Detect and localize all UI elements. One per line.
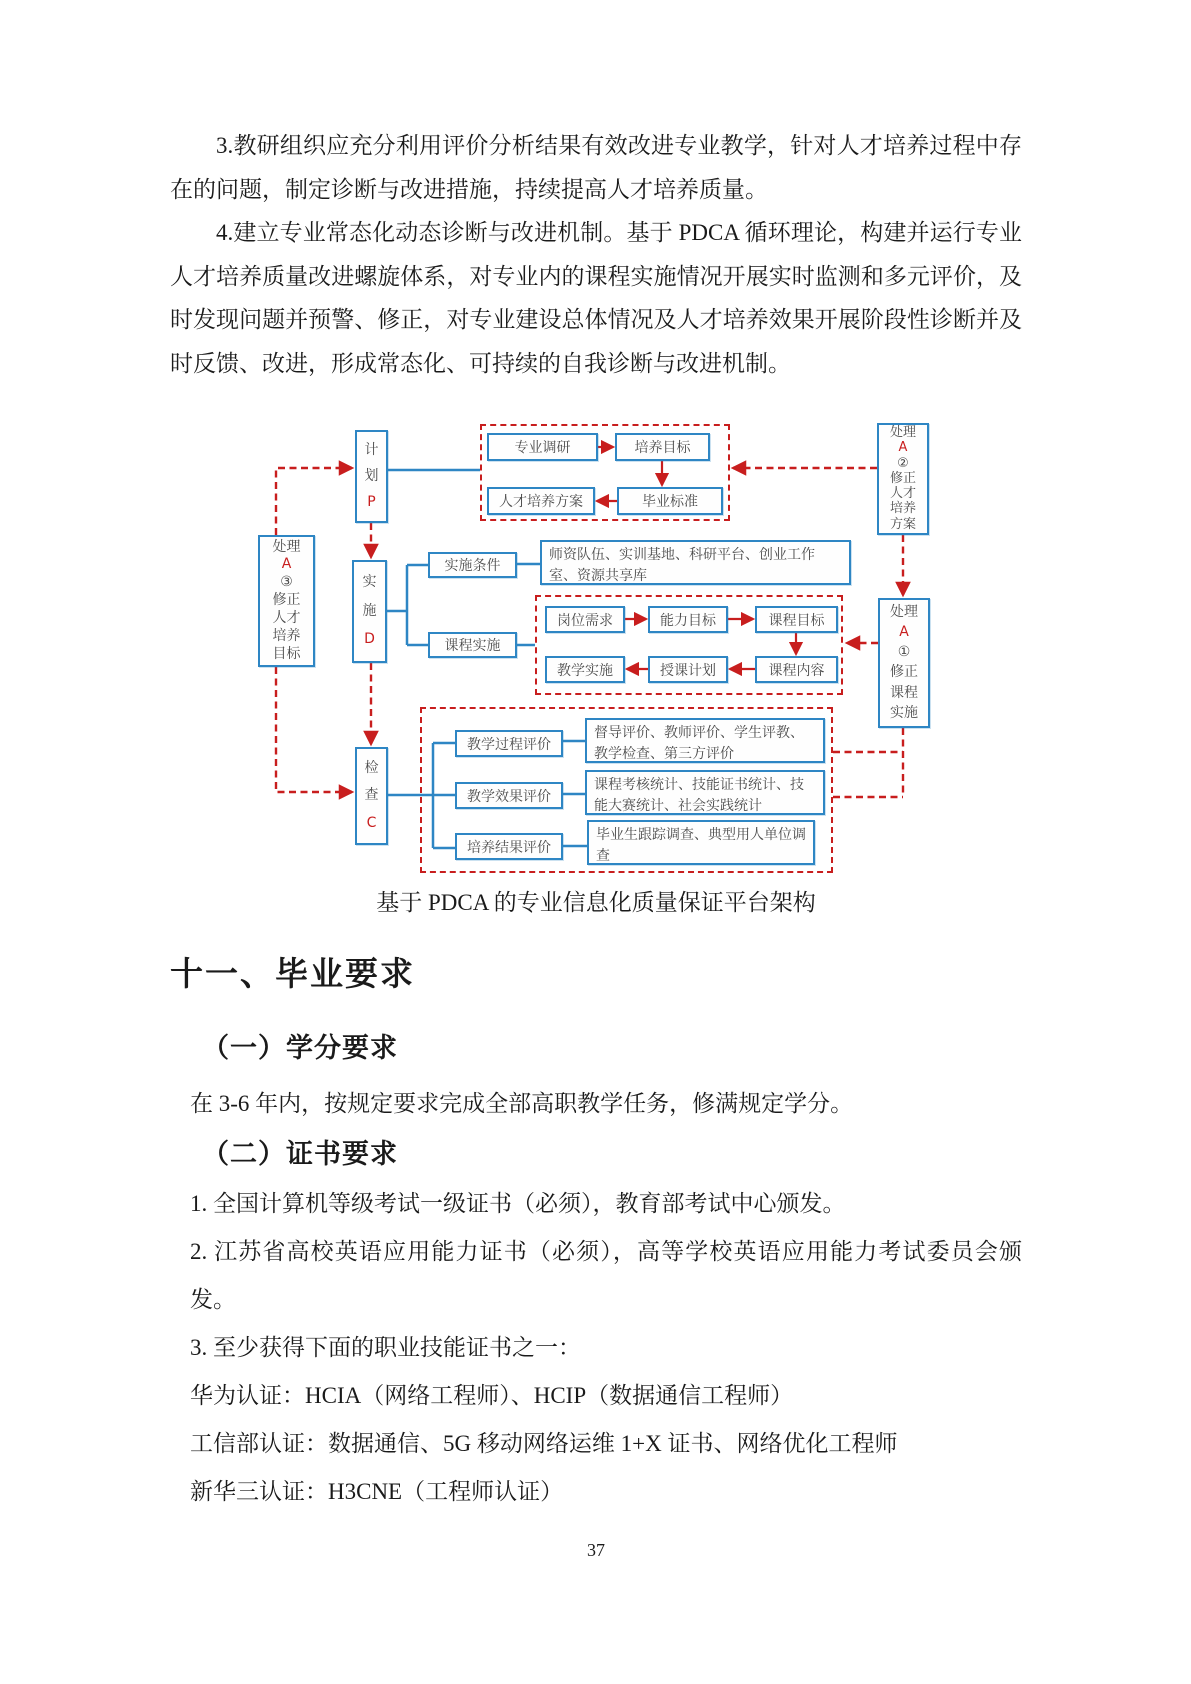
subsection-credit-title: （一）学分要求 bbox=[202, 1033, 398, 1064]
box-course-content: 课程内容 bbox=[755, 656, 838, 683]
box-resources: 师资队伍、实训基地、科研平台、创业工作室、资源共享库 bbox=[540, 540, 851, 585]
box-process-detail: 督导评价、教师评价、学生评教、教学检查、第三方评价 bbox=[585, 718, 825, 763]
box-act1: 处理 A ① 修正 课程 实施 bbox=[878, 598, 930, 728]
box-effect-detail: 课程考核统计、技能证书统计、技能大赛统计、社会实践统计 bbox=[585, 770, 825, 815]
page-number: 37 bbox=[587, 1540, 605, 1560]
box-course-implementation: 课程实施 bbox=[428, 632, 517, 658]
box-training-target: 培养目标 bbox=[615, 433, 710, 461]
subsection-certificate-title: （二）证书要求 bbox=[202, 1139, 398, 1170]
intro-paragraphs bbox=[170, 124, 1022, 385]
box-act3: 处理 A ③ 修正 人才 培养 目标 bbox=[258, 535, 315, 667]
certificate-item-2: 2. 江苏省高校英语应用能力证书（必须），高等学校英语应用能力考试委员会颁发。 bbox=[190, 1239, 1022, 1312]
box-training-scheme: 人才培养方案 bbox=[487, 487, 595, 515]
box-result-evaluation: 培养结果评价 bbox=[455, 833, 563, 860]
box-check: 检 查 C bbox=[355, 747, 388, 845]
box-effect-evaluation: 教学效果评价 bbox=[455, 782, 563, 809]
box-graduation-standard: 毕业标准 bbox=[617, 487, 723, 515]
box-result-detail: 毕业生跟踪调查、典型用人单位调查 bbox=[587, 820, 815, 865]
box-survey: 专业调研 bbox=[487, 433, 598, 461]
box-do: 实 施 D bbox=[352, 560, 387, 663]
section-heading-11: 十一、毕业要求 bbox=[170, 954, 415, 993]
box-post-demand: 岗位需求 bbox=[545, 606, 625, 633]
credit-requirement-text: 在 3-6 年内，按规定要求完成全部高职教学任务，修满规定学分。 bbox=[190, 1091, 854, 1116]
figure-caption: 基于 PDCA 的专业信息化质量保证平台架构 bbox=[376, 890, 816, 915]
box-process-evaluation: 教学过程评价 bbox=[455, 730, 563, 757]
certificate-item-h3c: 新华三认证：H3CNE（工程师认证） bbox=[190, 1479, 564, 1504]
box-teaching-implementation: 教学实施 bbox=[545, 656, 625, 683]
box-lesson-plan: 授课计划 bbox=[648, 656, 728, 683]
paragraph-4: 4.建立专业常态化动态诊断与改进机制。基于 PDCA 循环理论，构建并运行专业人才培养质量改进螺旋体系，对专业内的课程实施情况开展实时监测和多元评价，及时发现问题并预警、修正，对专业建设总体情况及人才培养效果开展阶段性诊断并及时反馈、改进，形成常态化、可持续的自我诊断与改进机制。 bbox=[170, 220, 1022, 376]
box-implementation-condition: 实施条件 bbox=[428, 552, 517, 578]
box-course-target: 课程目标 bbox=[755, 606, 838, 633]
pdca-diagram bbox=[230, 390, 945, 880]
certificate-item-3: 3. 至少获得下面的职业技能证书之一： bbox=[190, 1335, 581, 1360]
box-plan: 计 划 P bbox=[355, 430, 388, 523]
certificate-item-huawei: 华为认证：HCIA（网络工程师）、HCIP（数据通信工程师） bbox=[190, 1383, 794, 1408]
certificate-item-miit: 工信部认证：数据通信、5G 移动网络运维 1+X 证书、网络优化工程师 bbox=[190, 1431, 898, 1456]
certificate-item-1: 1. 全国计算机等级考试一级证书（必须），教育部考试中心颁发。 bbox=[190, 1191, 846, 1216]
box-ability-target: 能力目标 bbox=[648, 606, 728, 633]
box-act2: 处理 A ② 修正 人才 培养 方案 bbox=[877, 423, 929, 535]
paragraph-3: 3.教研组织应充分利用评价分析结果有效改进专业教学，针对人才培养过程中存在的问题，制定诊断与改进措施，持续提高人才培养质量。 bbox=[170, 133, 1022, 202]
certificate-items bbox=[190, 1180, 1022, 1516]
